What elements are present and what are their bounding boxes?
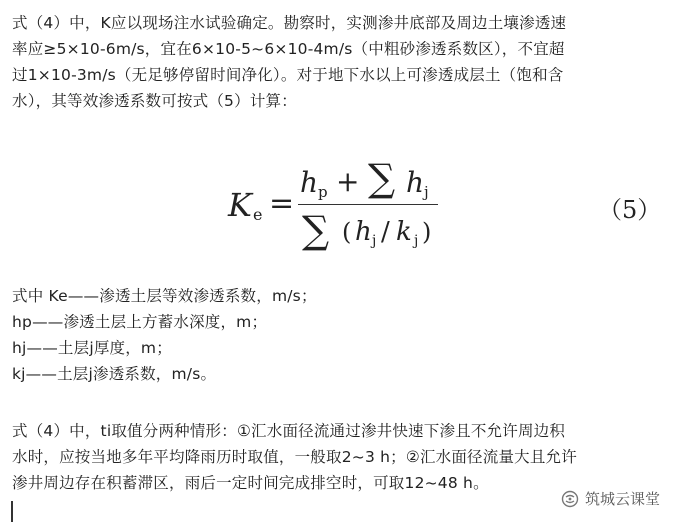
fraction-bar <box>298 204 438 205</box>
denominator-open-paren: ( <box>342 218 352 246</box>
text-line: 水时，应按当地多年平均降雨历时取值，一般取2~3 h；②汇水面径流量大且允许 <box>12 448 577 466</box>
text-line: 水），其等效渗透系数可按式（5）计算： <box>12 92 297 110</box>
denominator-slash: / <box>381 217 390 247</box>
formula-K-subscript: e <box>253 205 263 224</box>
definition-line: kj——土层j渗透系数，m/s。 <box>12 365 217 383</box>
numerator-hj-subscript: j <box>424 183 429 201</box>
text-line: 率应≥5×10-6m/s，宜在6×10-5~6×10-4m/s（中粗砂渗透系数区），不宜超 <box>12 40 565 58</box>
formula-equals: = <box>269 186 295 221</box>
denominator-h-subscript: j <box>372 233 377 249</box>
wechat-channel-icon <box>561 490 579 508</box>
paragraph-intro <box>12 10 682 114</box>
definition-line: hp——渗透土层上方蓄水深度，m； <box>12 313 268 331</box>
paragraph-ti <box>12 418 682 496</box>
text-line: 式（4）中，ti取值分两种情形：①汇水面径流通过渗井快速下渗且不允许周边积 <box>12 422 566 440</box>
formula-K: K <box>228 186 252 224</box>
denominator-k-subscript: j <box>414 233 419 249</box>
watermark <box>561 488 660 509</box>
numerator-hj: h <box>406 166 425 199</box>
numerator-h-subscript: p <box>318 183 328 201</box>
text-line: 过1×10-3m/s（无足够停留时间净化）。对于地下水以上可渗透成层土（饱和含 <box>12 66 564 84</box>
numerator-h: h <box>300 166 319 199</box>
denominator-close-paren: ) <box>422 218 432 246</box>
definition-line: hj——土层j厚度，m； <box>12 339 172 357</box>
definition-line: 式中 Ke——渗透土层等效渗透系数，m/s； <box>12 287 317 305</box>
numerator-sigma: ∑ <box>368 156 396 200</box>
denominator-sigma: ∑ <box>302 208 330 252</box>
text-cursor <box>11 501 13 522</box>
text-line: 渗井周边存在积蓄滞区，雨后一定时间完成排空时，可取12~48 h。 <box>12 474 489 492</box>
numerator-plus: + <box>336 165 360 198</box>
equation-number: （5） <box>598 196 662 224</box>
symbol-definitions <box>12 283 682 387</box>
denominator-k: k <box>396 217 412 247</box>
watermark-text: 筑城云课堂 <box>585 490 661 508</box>
denominator-h: h <box>355 217 372 247</box>
text-line: 式（4）中，K应以现场注水试验确定。勘察时，实测渗井底部及周边土壤渗透速 <box>12 14 567 32</box>
